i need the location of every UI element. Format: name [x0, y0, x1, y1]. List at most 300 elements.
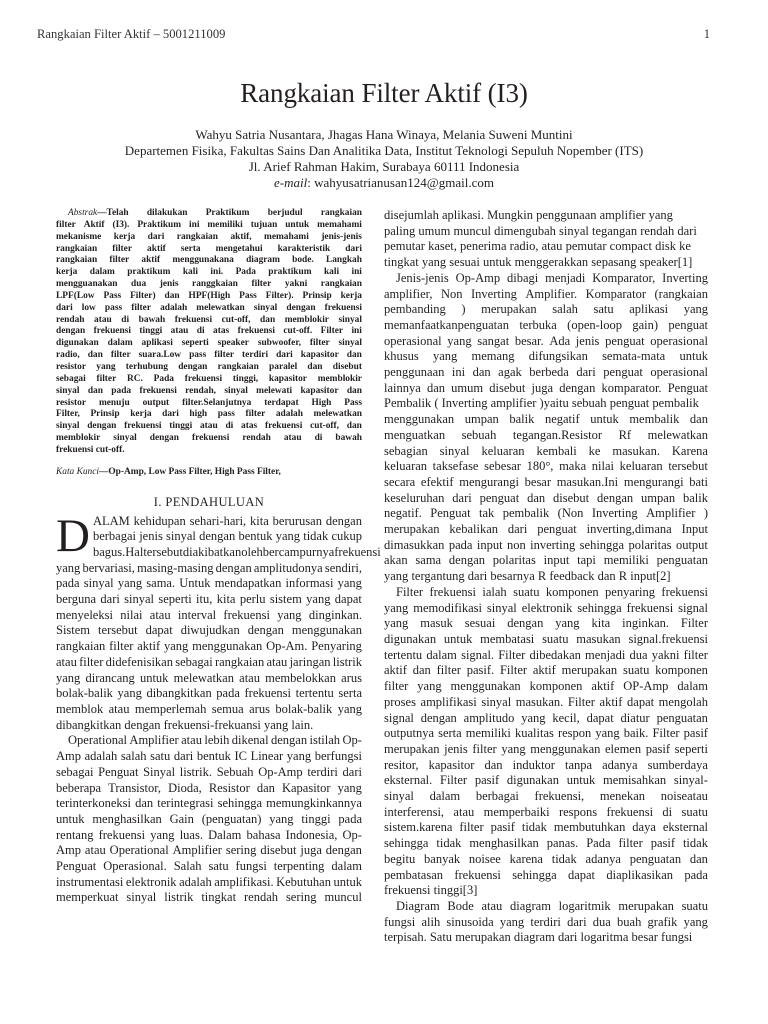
word: High [311, 397, 332, 408]
word: 180°, [526, 459, 554, 474]
word: pass [189, 350, 207, 361]
word: atau [266, 654, 288, 669]
word: sistem.karena [384, 820, 453, 835]
word: Komparator [585, 286, 646, 301]
text-line [56, 398, 362, 410]
word: Op-Am. [266, 639, 308, 654]
word: disebut [332, 361, 362, 372]
word: serta [180, 243, 201, 254]
word: sinusoida [446, 914, 494, 929]
word: menggunakan [192, 639, 263, 654]
word: menggerakkan [514, 255, 589, 270]
word: logaritma [580, 930, 629, 945]
word: Amplifier [129, 733, 179, 748]
word: signal [678, 600, 708, 615]
word: daya [632, 820, 656, 835]
word: Prinsip [302, 290, 332, 301]
word: rendah [56, 314, 85, 325]
word: Filter [652, 726, 680, 741]
word: filter [79, 654, 104, 669]
word: disebut [553, 490, 590, 505]
email-address: : wahyusatrianusan124@gmail.com [307, 175, 494, 190]
word: masuk [420, 616, 453, 631]
word: frekuensi [124, 421, 162, 432]
word: sehingga [579, 537, 625, 552]
word: tinggi[3] [433, 883, 478, 898]
word: digunakan [506, 773, 559, 788]
word: yakni [284, 279, 308, 290]
word: sebagai [56, 764, 94, 779]
word: menjadi [585, 647, 626, 662]
word: pass [104, 302, 123, 313]
word: kualitas [514, 726, 554, 741]
word: kaset, [428, 239, 457, 254]
word: dan [689, 851, 708, 866]
word: dirancang [85, 670, 135, 685]
text-line [384, 334, 708, 350]
word: respons [558, 804, 598, 819]
word: Gain [169, 811, 194, 826]
word: dan [260, 314, 276, 325]
word: aplikasi. [441, 208, 484, 222]
text-line [384, 538, 708, 554]
text-line [56, 890, 362, 906]
word: mengguanakan [56, 279, 118, 290]
word: proses [384, 694, 416, 709]
word: begitu [384, 851, 416, 866]
word: logaritmik [558, 898, 611, 913]
word: frekuensi [98, 827, 146, 842]
word: untuk [285, 219, 310, 230]
word: dibedakan [529, 647, 581, 662]
word: Pass [239, 290, 257, 301]
word: kali [182, 267, 198, 278]
text-line [56, 749, 362, 765]
text-line [384, 459, 708, 475]
word: menyeleksi [56, 607, 113, 622]
word: komponen [545, 584, 599, 599]
word: sinyal [384, 789, 414, 804]
word: menuju [98, 397, 130, 408]
word: Filter). [265, 290, 294, 301]
word: atau [481, 898, 503, 913]
word: balik [682, 490, 708, 505]
word: sepasang [591, 255, 637, 270]
word: tersebut [98, 623, 138, 638]
word: bati [689, 474, 708, 489]
word: sinyal [338, 338, 362, 349]
word: yang [521, 710, 546, 725]
word: dan [527, 490, 546, 505]
word: disebut [489, 380, 526, 395]
text-line [384, 726, 708, 742]
word: input[2] [630, 569, 671, 584]
word: dan [484, 757, 503, 772]
word: interferensi, [384, 804, 445, 819]
word: rangkaian [320, 279, 362, 290]
paragraph [56, 509, 381, 734]
word: sinyal [559, 223, 589, 238]
word: Abstrak—Telah [68, 208, 129, 218]
word: yang [117, 576, 143, 591]
word: tidak [436, 836, 462, 851]
word: kapasitor [428, 757, 475, 772]
word: dengan [149, 433, 179, 444]
word: amplifier, [384, 286, 433, 301]
word: sistem [269, 592, 302, 607]
text-line [384, 569, 708, 585]
word: pasif [490, 820, 515, 835]
word: sehari-hari, [189, 513, 247, 528]
word: tidak [682, 836, 708, 851]
word: menggunakan [530, 741, 601, 756]
word: ) [461, 302, 466, 317]
word: (open-loop [567, 317, 623, 332]
word: masing-masing [137, 560, 214, 575]
word: ALAM [92, 513, 130, 528]
word: dari [677, 223, 697, 238]
left-column [56, 208, 381, 906]
word: memungkinkannya [266, 796, 362, 811]
text-line [56, 639, 362, 655]
word: istilah [309, 733, 341, 748]
word: komponen [655, 663, 708, 678]
word: ) [703, 506, 708, 521]
text-line [384, 318, 708, 334]
authors: Wahyu Satria Nusantara, Jhagas Hana Winaya, Melania Suweni Muntini [195, 127, 573, 142]
word: sebagian [384, 443, 428, 458]
word: rangkaian [176, 231, 218, 242]
word: Penguat [430, 506, 471, 521]
word: cut-off. [95, 444, 125, 455]
word: serta [438, 726, 462, 741]
word: dari [147, 231, 165, 242]
word: menggunakana [172, 255, 234, 266]
text-line [384, 616, 708, 632]
word: Pada [586, 836, 611, 851]
word: sinyal [56, 385, 80, 396]
word: Filter [567, 694, 595, 709]
word: Non [440, 286, 463, 301]
word: sinyal [166, 529, 196, 544]
word: tidak [303, 529, 329, 544]
word: speaker [217, 338, 249, 349]
word: dimengubah [494, 223, 556, 238]
word: Filter [396, 584, 424, 599]
word: berurusan [272, 513, 322, 528]
word: berbeda [529, 365, 569, 380]
word: yang [337, 780, 362, 795]
word: semata-mata [602, 349, 666, 364]
paragraph [56, 733, 362, 906]
word: Dalam [208, 827, 242, 842]
word: kerja [340, 290, 362, 301]
word: Linear [250, 749, 284, 764]
word: alih [421, 914, 441, 929]
word: Amplifier [646, 506, 696, 521]
word: ke [588, 443, 601, 458]
text-line [384, 553, 708, 569]
word: untuk [566, 773, 596, 788]
word: tinggi [139, 326, 163, 337]
word: R [537, 569, 547, 584]
text-line [56, 796, 362, 812]
word: dengan [270, 733, 308, 748]
word: IC [234, 749, 247, 764]
word: jenis [139, 529, 163, 544]
word: Amp [56, 749, 81, 764]
word: dua [592, 914, 611, 929]
word: noiseatau [660, 789, 708, 804]
word: sehingga [577, 600, 622, 615]
word: digunakan [56, 338, 99, 349]
word: dari [467, 569, 488, 584]
word: feedback [549, 569, 595, 584]
text-line [93, 529, 362, 545]
keywords [56, 467, 362, 479]
text-line [384, 648, 708, 664]
word: sebagai [175, 654, 213, 669]
word: umpan [464, 412, 499, 427]
word: pasif [645, 741, 671, 756]
word: dengan [448, 553, 485, 568]
word: penggunaan [536, 208, 597, 222]
text-line [56, 255, 362, 267]
word: Salah [173, 859, 202, 874]
word: memahami [264, 231, 309, 242]
word: memiliki [207, 219, 243, 230]
word: tertentu [384, 647, 423, 662]
text-line [384, 758, 708, 774]
text-line [56, 232, 362, 244]
word: berguna [56, 592, 97, 607]
word: eksternal. [384, 773, 433, 788]
word: yang [56, 560, 81, 575]
word: Operational [68, 733, 128, 748]
word: frekuensi-frekuansi [163, 717, 261, 732]
word: Sistem [56, 623, 91, 638]
word: yang [337, 702, 362, 716]
word: Filter [320, 326, 344, 337]
text-line [384, 349, 708, 365]
word: diwujudkan [180, 623, 240, 638]
abstract-label: Abstrak [68, 208, 98, 218]
word: Penguat [98, 764, 139, 779]
text-line [56, 220, 362, 232]
word: resistor [56, 361, 87, 372]
text-line [384, 852, 708, 868]
word: aktif [591, 679, 615, 694]
text-line [56, 781, 362, 797]
text-line [384, 773, 708, 789]
word: yang [384, 616, 409, 631]
word: inverting [530, 537, 576, 552]
word: amplifier [490, 396, 537, 411]
word: tingkat [384, 255, 419, 270]
word: yang [56, 670, 81, 685]
word: didefenisikan [105, 654, 173, 669]
word: Hal [125, 544, 144, 559]
word: rendah, [185, 385, 216, 396]
word: atau [541, 239, 563, 254]
word: untuk [443, 631, 473, 646]
word: diagram [509, 898, 551, 913]
word: atau [283, 433, 302, 444]
word: pasif [474, 773, 500, 788]
text-line [56, 315, 362, 327]
word: dari [345, 243, 362, 254]
word: aktif, [230, 231, 252, 242]
word: negatif [544, 412, 580, 427]
word: atau [181, 733, 202, 748]
word: polaritas [628, 537, 672, 552]
word: operasional [650, 333, 708, 348]
word: besar [524, 474, 552, 489]
word: Operational [109, 843, 169, 858]
text-line [384, 883, 708, 899]
word: bawah [335, 433, 362, 444]
word: jenis [159, 279, 179, 290]
word: outputnya [384, 726, 434, 741]
word: amplifikasi [420, 694, 477, 709]
text-line [384, 820, 708, 836]
word: salah [120, 749, 147, 764]
word: sebuah [571, 396, 607, 411]
text-line [56, 244, 362, 256]
word: rendah [242, 433, 271, 444]
text-line [384, 930, 708, 946]
word: nilai [120, 607, 143, 622]
word: dengan [87, 421, 117, 432]
word: sesuai [464, 616, 496, 631]
text-line [56, 279, 362, 291]
word: muncul [453, 223, 491, 238]
text-line [384, 491, 708, 507]
paper-title: Rangkaian Filter Aktif (I3) [240, 78, 528, 108]
word: low [81, 302, 96, 313]
word: serta [338, 686, 362, 701]
text-line [384, 365, 708, 381]
word: yang [683, 914, 708, 929]
word: Amplifier [172, 843, 222, 858]
word: bolak-balik [56, 686, 113, 701]
word: dengan [247, 623, 284, 638]
word: atau [199, 421, 218, 432]
text-line [56, 671, 362, 687]
word: satu [593, 302, 614, 317]
word: cut-off, [310, 421, 339, 432]
text-line [56, 843, 362, 859]
word: (rangkaian [654, 286, 708, 301]
word: kembali [536, 443, 577, 458]
word: penguat [603, 365, 643, 380]
word: ini [451, 365, 466, 380]
word: dan [426, 380, 446, 395]
word: pemutar [384, 239, 425, 254]
word: mengurangi [623, 474, 684, 489]
text-line [384, 679, 708, 695]
word: operasional [384, 333, 442, 348]
word: frekuensi [223, 607, 270, 622]
keywords-text: —Op-Amp, Low Pass Filter, High Pass Filter, [98, 466, 281, 477]
text-line [56, 812, 362, 828]
word: melewatkan [196, 302, 245, 313]
word: bentuk [196, 749, 231, 764]
word: memperkuat [56, 890, 119, 905]
paragraph [384, 208, 708, 271]
word: adanya [602, 757, 638, 772]
word: Komparator, [592, 270, 656, 285]
word: kebalikan [449, 522, 498, 537]
word: Kapasitor [281, 780, 331, 795]
word: suatu [542, 631, 569, 646]
word: pada [56, 576, 80, 591]
word: sinyal [83, 576, 114, 591]
word: rendah [640, 223, 675, 238]
word: sehingga [217, 796, 263, 811]
word: dan [164, 290, 180, 301]
text-line [384, 239, 708, 255]
word: dengan [325, 513, 362, 528]
text-line [92, 544, 381, 561]
word: memblok [56, 702, 104, 716]
word: inverting,dimana [586, 522, 672, 537]
word: Praktikum [205, 208, 250, 218]
word: frekuensi [334, 544, 381, 559]
word: yang [275, 529, 300, 544]
word: besar. [514, 333, 544, 348]
word: penguatan [656, 553, 708, 568]
word: interval [177, 607, 217, 622]
text-line [384, 381, 708, 397]
word: dan [412, 663, 431, 678]
word: RC. [127, 373, 143, 384]
word: tak [479, 506, 495, 521]
word: input [543, 553, 570, 568]
word: melewatkan [647, 427, 708, 442]
word: elektronik [521, 600, 573, 615]
word: Op-Amp [258, 764, 303, 779]
word: rangkaian [320, 208, 362, 218]
word: Ada [549, 333, 571, 348]
word: respon [557, 726, 592, 741]
word: filter [436, 663, 461, 678]
word: Inverting [662, 270, 708, 285]
word: mengurangi [459, 474, 519, 489]
word: menggunakan [450, 679, 521, 694]
word: secara [384, 474, 416, 489]
word: banyak [424, 851, 461, 866]
word: ranggkaian [192, 279, 238, 290]
text-line [56, 592, 362, 608]
word: dengan [507, 616, 544, 631]
word: mengetahui [215, 243, 263, 254]
text-line [93, 514, 362, 530]
word: Pada [153, 373, 174, 384]
word: dengan [559, 380, 596, 395]
text-line [56, 875, 362, 891]
right-column [384, 208, 708, 946]
word: akan [384, 553, 408, 568]
text-line [56, 362, 362, 374]
word: penguat [605, 333, 645, 348]
word: penggunaan [384, 365, 445, 380]
word: dan [87, 385, 103, 396]
word: dalam [429, 789, 461, 804]
word: dinginkan. [308, 607, 362, 622]
word: bentuk [238, 529, 273, 544]
word: dilakukan [146, 208, 188, 218]
